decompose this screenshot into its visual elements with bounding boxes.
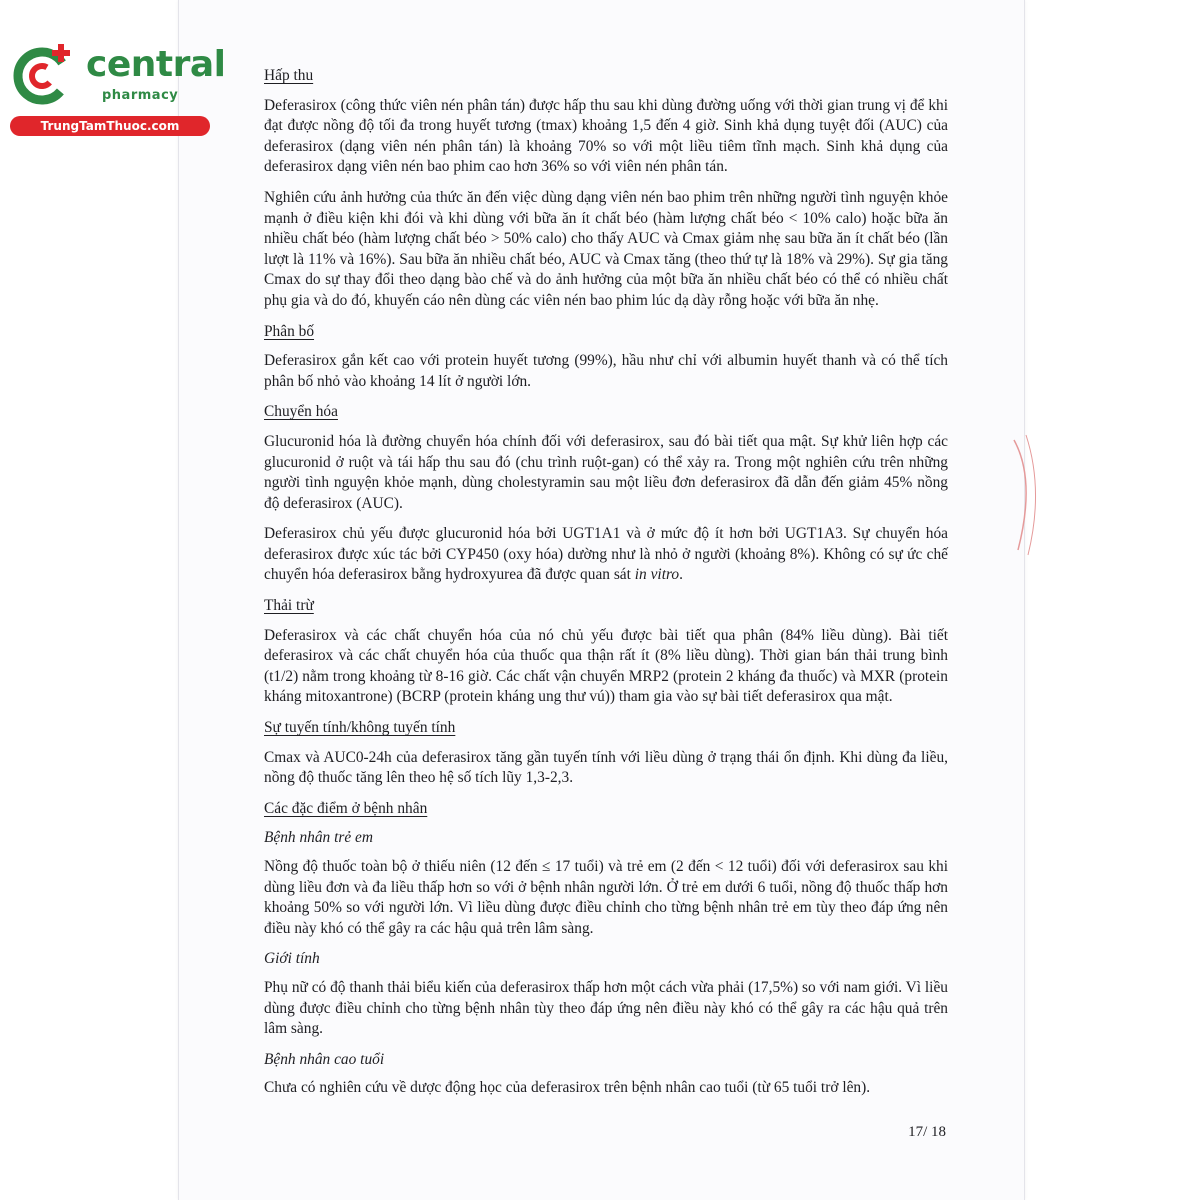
brand-subtitle: pharmacy: [102, 88, 179, 103]
subheading-elderly: Bệnh nhân cao tuổi: [264, 1050, 385, 1068]
subheading-pediatric: Bệnh nhân trẻ em: [264, 829, 373, 847]
distribution-paragraph: Deferasirox gắn kết cao với protein huyết tương (99%), hầu như chỉ với albumin huyết thanh và có thể tích phân bố nhỏ vào khoảng 14 lít ở người lớn.: [264, 352, 948, 390]
elderly-paragraph: Chưa có nghiên cứu về dược động học của deferasirox trên bệnh nhân cao tuổi (từ 65 tuổi trở lên).: [264, 1079, 871, 1097]
brand-name: central: [86, 44, 226, 85]
gender-paragraph: Phụ nữ có độ thanh thải biểu kiến của deferasirox thấp hơn một cách vừa phải (17,5%) so với nam giới. Vì liều dùng được điều chỉnh cho từng bệnh nhân tùy theo đáp ứng nên điều này khó có thể gây ra các hậu quả trên lâm sàng.: [264, 978, 948, 1038]
subheading-gender: Giới tính: [264, 950, 320, 968]
absorption-paragraph-1: Deferasirox (công thức viên nén phân tán) được hấp thu sau khi dùng đường uống với thời gian trung vị để khi đạt được nồng độ tối đa trong huyết tương (tmax) khoảng 1,5 đến 4 giờ. Sinh khả dụng tuyệt đối (AUC) của deferasirox (dạng viên nén phân tán) là khoảng 70% so với một liều tiêm tĩnh mạch. Sinh khả dụng của deferasirox dạng viên nén bao phim cao hơn 36% so với viên nén phân tán.: [264, 96, 948, 176]
heading-metabolism: Chuyển hóa: [264, 403, 338, 421]
heading-linearity: Sự tuyến tính/không tuyến tính: [264, 719, 456, 737]
pharmacy-cross-icon: [10, 40, 78, 108]
pediatric-paragraph: Nồng độ thuốc toàn bộ ở thiếu niên (12 đến ≤ 17 tuổi) và trẻ em (2 đến < 12 tuổi) đối với deferasirox sau khi dùng liều đơn và đa liều thấp hơn so với ở bệnh nhân người lớn. Ở trẻ em dưới 6 tuổi, nồng độ thuốc thấp hơn khoảng 50% so với người lớn. Vì liều dùng được điều chỉnh cho từng bệnh nhân trẻ em tùy theo đáp ứng nên điều này khó có thể gây ra các hậu quả trên lâm sàng.: [264, 858, 948, 937]
metabolism-text-a: Deferasirox chủ yếu được glucuronid hóa bởi UGT1A1 và ở mức độ ít hơn bởi UGT1A3. Sự chuyển hóa deferasirox được xúc tác bởi CYP450 (oxy hóa) dường như là nhỏ ở người (khoảng 8%). Không có sự ức chế chuyển hóa deferasirox bằng hydroxyurea đã được quan sát: [264, 525, 948, 584]
metabolism-paragraph-2: [264, 524, 948, 586]
metabolism-text-c: .: [679, 566, 683, 584]
page-number: 17/ 18: [908, 1124, 946, 1140]
metabolism-paragraph-1: Glucuronid hóa là đường chuyển hóa chính đối với deferasirox, sau đó bài tiết qua mật. Sự khử liên hợp các glucuronid ở ruột và tái hấp thu sau đó (chu trình ruột-gan) có thể xảy ra. Trong một nghiên cứu trên những người tình nguyện khỏe mạnh, dùng cholestyramin sau một liều đơn deferasirox đã dẫn đến giảm 45% nồng độ deferasirox (AUC).: [264, 432, 948, 512]
heading-absorption: Hấp thu: [264, 67, 314, 84]
elimination-paragraph: Deferasirox và các chất chuyển hóa của nó chủ yếu được bài tiết qua phân (84% liều dùng). Bài tiết deferasirox và các chất chuyển hóa của thuốc qua thận rất ít (8% liều dùng). Thời gian bán thải trung bình (t1/2) nằm trong khoảng từ 8-16 giờ. Các chất vận chuyển MRP2 (protein 2 kháng đa thuốc) và MXR (protein kháng mitoxantrone) (BCRP (protein kháng ung thư vú)) tham gia vào sự bài tiết deferasirox qua mật.: [264, 626, 948, 706]
website-badge: TrungTamThuoc.com: [10, 116, 210, 136]
central-pharmacy-logo[interactable]: [10, 36, 226, 140]
heading-patient-characteristics: Các đặc điểm ở bệnh nhân: [264, 799, 428, 817]
absorption-paragraph-2: Nghiên cứu ảnh hưởng của thức ăn đến việc dùng dạng viên nén bao phim trên những người tình nguyện khỏe mạnh ở điều kiện khi đói và khi dùng với bữa ăn ít chất béo (hàm lượng chất béo < 10% calo) hoặc bữa ăn nhiều chất béo (hàm lượng chất béo > 50% calo) cho thấy AUC và Cmax giảm nhẹ sau bữa ăn ít chất béo (lần lượt là 11% và 16%). Sau bữa ăn nhiều chất béo, AUC và Cmax tăng (theo thứ tự là 18% và 29%). Sự gia tăng Cmax do sự thay đổi theo dạng bào chế và do ảnh hưởng của một bữa ăn nhiều chất béo có thể có nhiều chất phụ gia và do đó, khuyến cáo nên dùng các viên nén bao phim lúc dạ dày rỗng hoặc với bữa ăn nhẹ.: [264, 188, 948, 309]
heading-elimination: Thải trừ: [264, 597, 314, 615]
in-vitro-term: in vitro: [634, 566, 680, 584]
heading-distribution: Phân bố: [264, 322, 315, 340]
document-body: [264, 66, 948, 1109]
red-stamp-mark: [1006, 430, 1046, 560]
linearity-paragraph: Cmax và AUC0-24h của deferasirox tăng gần tuyến tính với liều dùng ở trạng thái ổn định. Khi dùng đa liều, nồng độ thuốc tăng lên theo hệ số tích lũy 1,3-2,3.: [264, 748, 948, 787]
